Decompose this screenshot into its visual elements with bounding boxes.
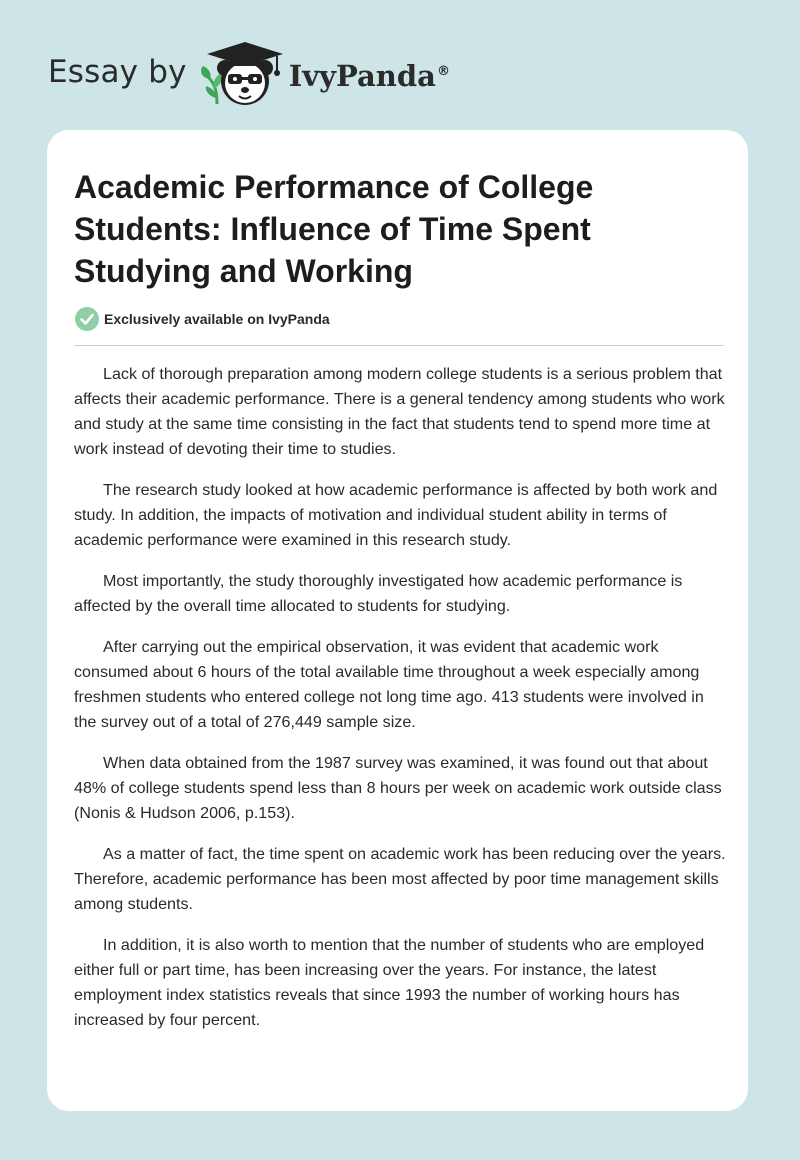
- paragraph: In addition, it is also worth to mention that the number of students who are employed either full or part time, has been increasing over the years. For instance, the latest employment index statistics reveals that since 1993 the number of working hours has increased by four percent.: [74, 936, 705, 1029]
- exclusive-badge: [74, 306, 330, 332]
- panda-graduate-logo-icon: [199, 34, 287, 110]
- divider: [74, 345, 724, 346]
- paragraph: After carrying out the empirical observation, it was evident that academic work consumed about 6 hours of the total available time throughout a week especially among freshmen students who entered college not long time ago. 413 students were involved in the survey out of a total of 276,449 sample size.: [74, 638, 704, 731]
- paragraph: When data obtained from the 1987 survey was examined, it was found out that about 48% of college students spend less than 8 hours per week on academic work outside class (Nonis & Hudson 2006, p.153).: [74, 754, 722, 822]
- article-card: [47, 130, 748, 1111]
- check-circle-icon: [74, 306, 100, 332]
- brand-header[interactable]: [48, 34, 450, 110]
- brand-name: IvyPanda®: [288, 59, 450, 93]
- essay-by-label: Essay by: [48, 54, 187, 90]
- page-title: Academic Performance of College Students: Influence of Time Spent Studying and Working: [74, 169, 594, 289]
- article-body: [74, 362, 726, 1049]
- exclusive-badge-text: Exclusively available on IvyPanda: [104, 311, 330, 327]
- paragraph: The research study looked at how academic performance is affected by both work and study. In addition, the impacts of motivation and individual student ability in terms of academic performance were examined in this research study.: [74, 481, 718, 549]
- paragraph: Most importantly, the study thoroughly investigated how academic performance is affected by the overall time allocated to students for studying.: [74, 572, 683, 615]
- paragraph: Lack of thorough preparation among modern college students is a serious problem that affects their academic performance. There is a general tendency among students who work and study at the same time consisting in the fact that students tend to spend more time at work instead of devoting their time to studies.: [74, 365, 725, 458]
- registered-mark: ®: [436, 64, 450, 80]
- paragraph: As a matter of fact, the time spent on academic work has been reducing over the years. Therefore, academic performance has been most affected by poor time management skills among students.: [74, 845, 726, 913]
